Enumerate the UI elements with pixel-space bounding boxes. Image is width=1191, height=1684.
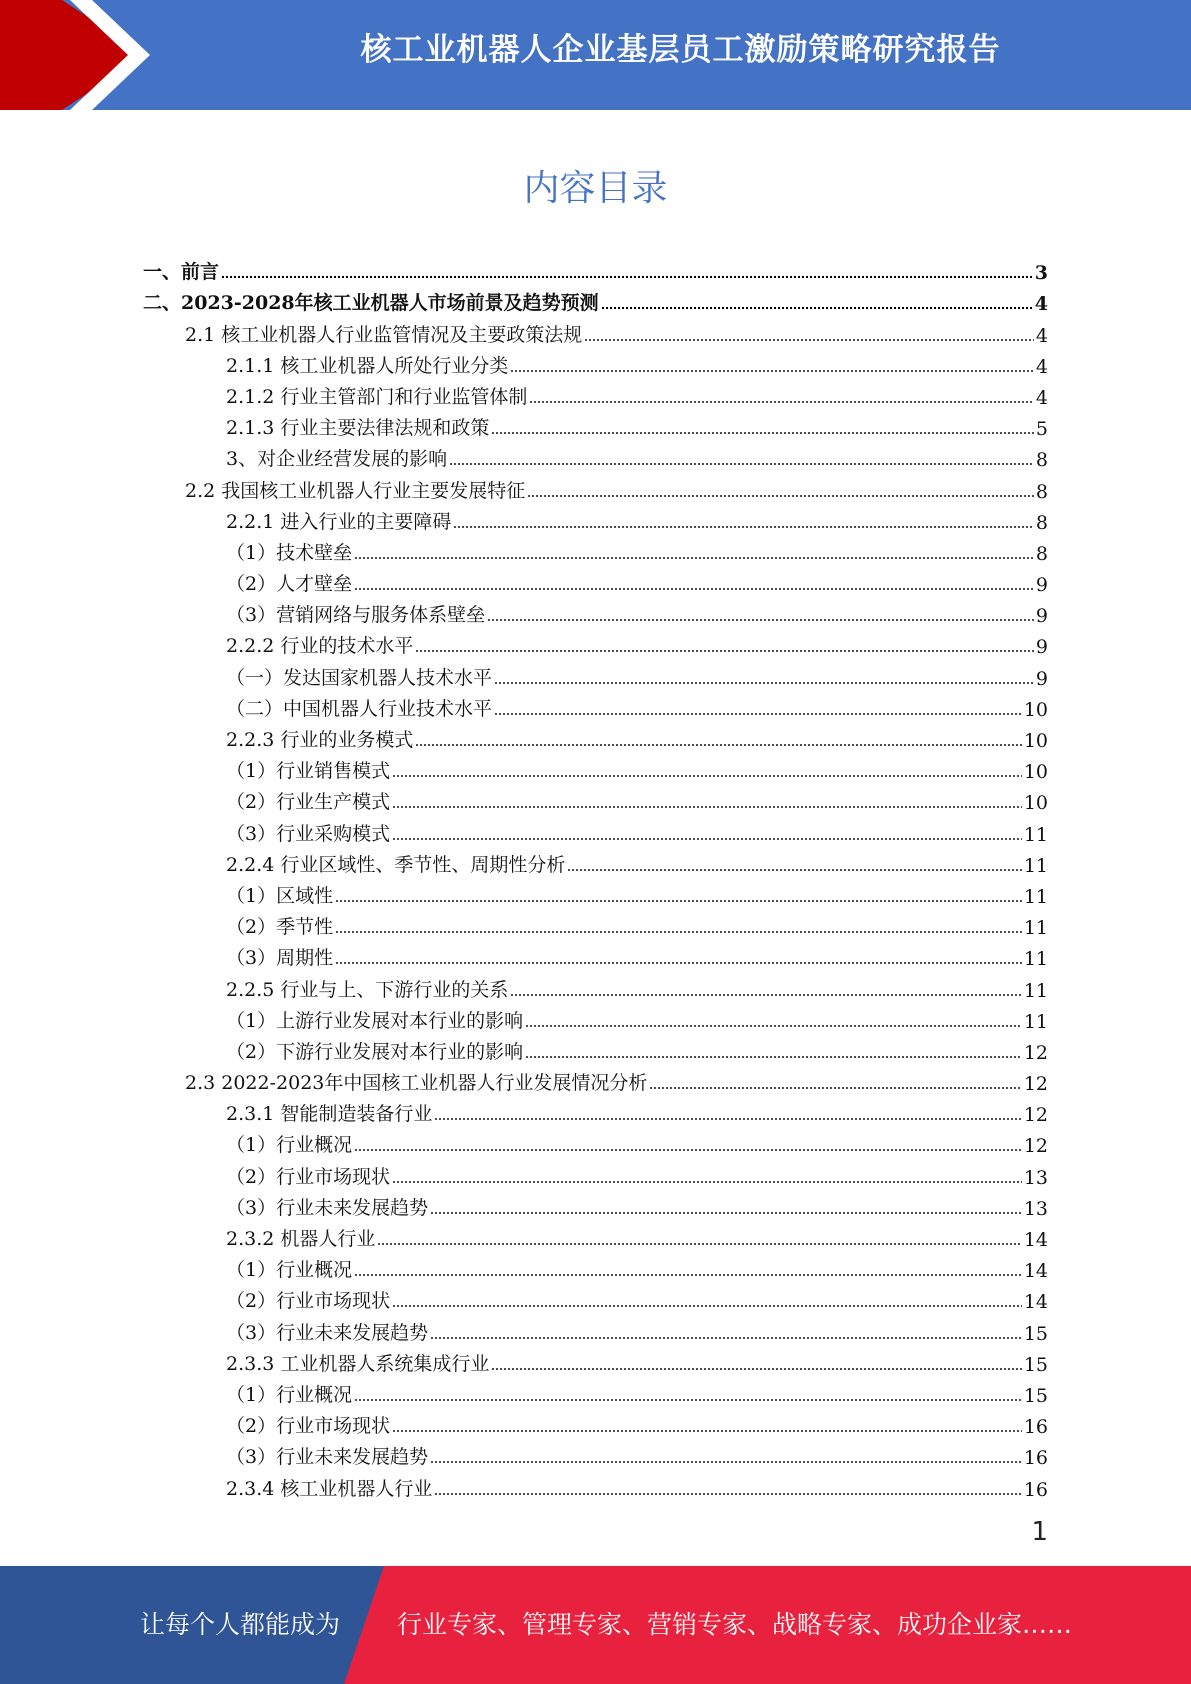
toc-entry-page: 12 [1023, 1041, 1048, 1064]
toc-entry-label: 2.1.1 核工业机器人所处行业分类 [226, 354, 509, 377]
toc-entry-page: 16 [1023, 1478, 1048, 1501]
footer-banner [0, 1566, 1191, 1684]
toc-dot-leader [392, 837, 1022, 841]
toc-entry-label: （1）上游行业发展对本行业的影响 [226, 1009, 524, 1032]
toc-entry[interactable] [143, 690, 1048, 721]
toc-dot-leader [392, 1304, 1022, 1308]
toc-entry-page: 8 [1035, 542, 1048, 565]
page-number: 1 [1031, 1517, 1048, 1547]
toc-entry-label: 2.3.1 智能制造装备行业 [226, 1103, 433, 1126]
toc-dot-leader [335, 899, 1022, 903]
toc-entry-page: 10 [1023, 698, 1048, 721]
toc-entry[interactable] [143, 846, 1048, 877]
toc-entry-label: （1）行业概况 [226, 1383, 353, 1406]
toc-entry-label: （2）行业市场现状 [226, 1415, 391, 1438]
toc-entry-page: 10 [1023, 761, 1048, 784]
toc-entry-label: 2.3.2 机器人行业 [226, 1228, 376, 1250]
toc-dot-leader [335, 930, 1022, 934]
toc-dot-leader [584, 338, 1034, 342]
toc-entry-label: 2.3.3 工业机器人系统集成行业 [226, 1352, 490, 1375]
table-of-contents [143, 253, 1048, 1501]
toc-entry[interactable] [143, 970, 1048, 1001]
toc-entry-page: 8 [1035, 480, 1048, 503]
report-title: 核工业机器人企业基层员工激励策略研究报告 [360, 32, 1001, 68]
toc-entry-page: 11 [1023, 1010, 1048, 1033]
toc-entry-label: （1）行业销售模式 [226, 760, 391, 783]
toc-entry-label: （3）周期性 [226, 947, 334, 970]
toc-dot-leader [567, 868, 1021, 872]
toc-entry-label: （2）人才壁垒 [226, 573, 353, 596]
toc-dot-leader [525, 1024, 1022, 1028]
toc-entry-label: 2.2.1 进入行业的主要障碍 [226, 510, 452, 533]
toc-entry-page: 11 [1023, 885, 1048, 908]
toc-entry-page: 15 [1023, 1384, 1048, 1407]
toc-entry-page: 10 [1023, 792, 1048, 815]
toc-entry[interactable] [143, 1220, 1048, 1251]
toc-entry[interactable] [143, 347, 1048, 378]
toc-dot-leader [377, 1242, 1021, 1246]
toc-dot-leader [525, 1055, 1022, 1059]
toc-entry-page: 11 [1023, 917, 1048, 940]
toc-entry-page: 9 [1035, 667, 1048, 690]
toc-dot-leader [453, 525, 1034, 529]
toc-entry-page: 10 [1023, 730, 1048, 752]
toc-entry[interactable] [143, 284, 1048, 315]
toc-dot-leader [354, 1398, 1022, 1402]
toc-entry-page: 4 [1035, 324, 1048, 347]
toc-entry[interactable] [143, 1376, 1048, 1407]
toc-entry-page: 14 [1023, 1291, 1048, 1314]
toc-entry-page: 4 [1035, 386, 1048, 409]
toc-dot-leader [392, 1429, 1022, 1433]
toc-entry-page: 8 [1035, 511, 1048, 534]
toc-entry-label: （1）技术壁垒 [226, 541, 353, 564]
toc-dot-leader [649, 1086, 1021, 1090]
toc-entry-label: 2.1.2 行业主管部门和行业监管体制 [226, 385, 528, 408]
toc-dot-leader [510, 993, 1021, 997]
toc-entry-label: 2.2.4 行业区域性、季节性、周期性分析 [226, 853, 566, 876]
toc-entry[interactable] [143, 1064, 1048, 1095]
toc-entry[interactable] [143, 908, 1048, 939]
toc-entry[interactable] [143, 939, 1048, 970]
toc-entry[interactable] [143, 658, 1048, 689]
toc-dot-leader [491, 1367, 1021, 1371]
toc-entry[interactable] [143, 1157, 1048, 1188]
toc-entry-label: 2.2.2 行业的技术水平 [226, 635, 414, 658]
toc-entry-label: 2.1.3 行业主要法律法规和政策 [226, 417, 490, 440]
toc-entry-label: （2）行业市场现状 [226, 1165, 391, 1188]
toc-entry-label: 2.3 2022-2023年中国核工业机器人行业发展情况分析 [185, 1072, 648, 1095]
footer-slogan-right: 行业专家、管理专家、营销专家、战略专家、成功企业家…… [397, 1610, 1073, 1639]
toc-entry-page: 3 [1034, 262, 1048, 285]
toc-entry[interactable] [143, 315, 1048, 346]
toc-dot-leader [529, 400, 1034, 404]
toc-entry[interactable] [143, 534, 1048, 565]
toc-entry[interactable] [143, 1282, 1048, 1313]
toc-entry-page: 9 [1035, 636, 1048, 659]
toc-dot-leader [434, 1117, 1021, 1121]
toc-dot-leader [491, 431, 1034, 435]
toc-entry-page: 12 [1023, 1104, 1048, 1127]
toc-dot-leader [392, 805, 1022, 809]
toc-dot-leader [354, 587, 1034, 591]
toc-dot-leader [494, 712, 1022, 716]
toc-entry[interactable] [143, 1313, 1048, 1344]
toc-entry[interactable] [143, 471, 1048, 502]
toc-entry[interactable] [143, 440, 1048, 471]
toc-entry[interactable] [143, 627, 1048, 658]
toc-entry-page: 9 [1035, 605, 1048, 628]
toc-entry[interactable] [143, 752, 1048, 783]
toc-entry-label: （1）行业概况 [226, 1259, 353, 1282]
toc-entry-label: （3）行业采购模式 [226, 822, 391, 845]
toc-entry-page: 16 [1023, 1447, 1048, 1470]
toc-entry-page: 13 [1023, 1166, 1048, 1189]
toc-dot-leader [434, 1492, 1021, 1496]
toc-entry-label: （3）行业未来发展趋势 [226, 1196, 429, 1219]
toc-entry[interactable] [143, 1345, 1048, 1376]
header-banner [0, 0, 1191, 110]
toc-entry[interactable] [143, 565, 1048, 596]
toc-entry-page: 12 [1023, 1073, 1048, 1096]
toc-dot-leader [415, 649, 1034, 653]
toc-entry[interactable] [143, 1002, 1048, 1033]
toc-entry[interactable] [143, 503, 1048, 534]
toc-entry[interactable] [143, 1469, 1048, 1500]
toc-entry-label: （3）行业未来发展趋势 [226, 1446, 429, 1469]
toc-dot-leader [392, 774, 1022, 778]
toc-dot-leader [487, 618, 1034, 622]
toc-title: 内容目录 [523, 168, 668, 209]
toc-entry-page: 5 [1035, 418, 1048, 441]
toc-entry[interactable] [143, 409, 1048, 440]
toc-entry-label: （1）区域性 [226, 884, 334, 907]
toc-entry-page: 14 [1023, 1229, 1048, 1251]
toc-entry-label: （3）行业未来发展趋势 [226, 1321, 429, 1344]
toc-entry-page: 9 [1035, 574, 1048, 597]
toc-entry-label: （2）下游行业发展对本行业的影响 [226, 1040, 524, 1063]
toc-dot-leader [354, 1148, 1022, 1152]
toc-entry-label: （2）季节性 [226, 916, 334, 939]
toc-entry-label: （2）行业市场现状 [226, 1290, 391, 1313]
toc-entry-label: （2）行业生产模式 [226, 791, 391, 814]
toc-entry-page: 11 [1023, 979, 1048, 1002]
toc-entry[interactable] [143, 1251, 1048, 1282]
toc-entry-label: （一）发达国家机器人技术水平 [226, 666, 493, 689]
toc-entry-page: 14 [1023, 1260, 1048, 1283]
toc-entry-page: 4 [1034, 293, 1048, 316]
toc-entry[interactable] [143, 378, 1048, 409]
toc-entry[interactable] [143, 253, 1048, 284]
toc-entry-label: 二、2023-2028年核工业机器人市场前景及趋势预测 [143, 292, 599, 315]
toc-entry[interactable] [143, 1189, 1048, 1220]
toc-entry-page: 11 [1023, 823, 1048, 846]
toc-dot-leader [354, 1273, 1022, 1277]
toc-entry[interactable] [143, 1126, 1048, 1157]
toc-entry-label: （1）行业概况 [226, 1134, 353, 1157]
toc-entry-label: 2.2.5 行业与上、下游行业的关系 [226, 978, 509, 1001]
toc-dot-leader [392, 1180, 1022, 1184]
toc-entry-page: 15 [1023, 1322, 1048, 1345]
toc-dot-leader [601, 306, 1033, 310]
toc-entry-page: 12 [1023, 1135, 1048, 1158]
toc-dot-leader [510, 369, 1034, 373]
toc-dot-leader [221, 275, 1033, 279]
toc-entry-label: 2.2.3 行业的业务模式 [226, 729, 414, 751]
toc-dot-leader [430, 1211, 1022, 1215]
toc-entry[interactable] [143, 721, 1048, 752]
toc-dot-leader [527, 494, 1034, 498]
toc-entry-page: 13 [1023, 1197, 1048, 1220]
toc-entry-page: 11 [1023, 854, 1048, 877]
toc-entry[interactable] [143, 814, 1048, 845]
toc-entry[interactable] [143, 1407, 1048, 1438]
toc-dot-leader [449, 462, 1034, 466]
toc-dot-leader [335, 961, 1022, 965]
toc-entry[interactable] [143, 596, 1048, 627]
toc-entry-page: 8 [1035, 449, 1048, 472]
toc-entry[interactable] [143, 1095, 1048, 1126]
toc-entry-label: 2.2 我国核工业机器人行业主要发展特征 [185, 479, 526, 502]
toc-entry[interactable] [143, 1438, 1048, 1469]
toc-entry[interactable] [143, 877, 1048, 908]
toc-dot-leader [415, 743, 1021, 747]
toc-entry-page: 11 [1023, 948, 1048, 971]
toc-entry-label: 2.3.4 核工业机器人行业 [226, 1477, 433, 1500]
toc-entry[interactable] [143, 783, 1048, 814]
toc-dot-leader [430, 1460, 1022, 1464]
toc-entry-label: 一、前言 [143, 261, 220, 284]
toc-dot-leader [494, 681, 1034, 685]
toc-dot-leader [354, 556, 1034, 560]
toc-entry-label: 2.1 核工业机器人行业监管情况及主要政策法规 [185, 323, 583, 346]
toc-entry-page: 16 [1023, 1416, 1048, 1439]
footer-slogan-left: 让每个人都能成为 [140, 1610, 341, 1639]
toc-entry[interactable] [143, 1033, 1048, 1064]
toc-entry-label: （3）营销网络与服务体系壁垒 [226, 604, 486, 627]
toc-entry-label: （二）中国机器人行业技术水平 [226, 697, 493, 720]
toc-entry-page: 4 [1035, 355, 1048, 378]
toc-entry-label: 3、对企业经营发展的影响 [226, 448, 448, 471]
toc-entry-page: 15 [1023, 1353, 1048, 1376]
toc-dot-leader [430, 1336, 1022, 1340]
